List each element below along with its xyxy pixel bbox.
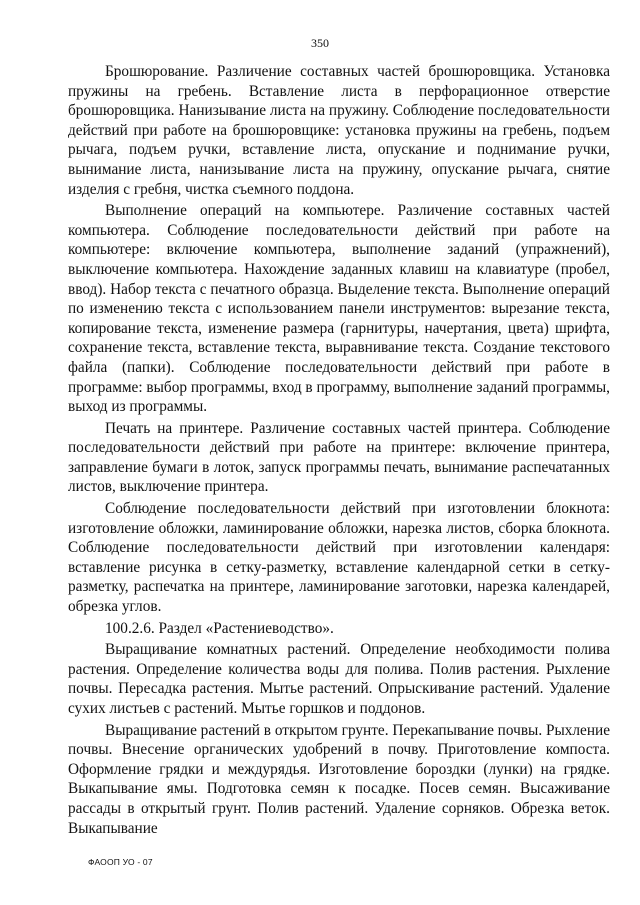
- paragraph-notebook-calendar: Соблюдение последовательности действий при изготовлении блокнота: изготовление обложки, ламинирование обложки, нарезка листов, сборка блокнота. Соблюдение последовательности действий при изготовлении календаря: вставление рисунка в сетку-разметку, вставление календарной сетки в сетку-разметку, распечатка на принтере, ламинирование заготовки, нарезка календарей, обрезка углов.: [68, 500, 610, 616]
- page-number: 350: [311, 36, 329, 50]
- paragraph-open-ground: Выращивание растений в открытом грунте. Перекапывание почвы. Рыхление почвы. Внесение органических удобрений в почву. Приготовление компоста. Оформление грядки и междурядья. Изготовление бороздки (лунки) на грядке. Выкапывание ямы. Подготовка семян к посадке. Посев семян. Высаживание рассады в открытый грунт. Полив растений. Удаление сорняков. Обрезка веток. Выкапывание: [68, 721, 610, 837]
- section-heading-plant-growing: 100.2.6. Раздел «Растениеводство».: [105, 619, 334, 637]
- paragraph-brochuring: Брошюрование. Различение составных частей брошюровщика. Установка пружины на гребень. Вставление листа в перфорационное отверстие брошюровщика. Нанизывание листа на пружину. Соблюдение последовательности действий при работе на брошюровщике: установка пружины на гребень, подъем рычага, подъем ручки, вставление листа, опускание и поднимание ручки, вынимание листа, нанизывание листа на пружину, опускание рычага, снятие изделия с гребня, чистка съемного поддона.: [68, 63, 610, 198]
- paragraph-printer: Печать на принтере. Различение составных частей принтера. Соблюдение последовательности действий при работе на принтере: включение принтера, заправление бумаги в лоток, запуск программы печать, вынимание распечатанных листов, выключение принтера.: [68, 419, 610, 496]
- footer-document-code: ФАООП УО - 07: [88, 857, 153, 867]
- document-body: [68, 62, 610, 838]
- paragraph-computer-operations: Выполнение операций на компьютере. Различение составных частей компьютера. Соблюдение последовательности действий при работе на компьютере: включение компьютера, выполнение заданий (упражнений), выключение компьютера. Нахождение заданных клавиш на клавиатуре (пробел, ввод). Набор текста с печатного образца. Выделение текста. Выполнение операций по изменению текста с использованием панели инструментов: вырезание текста, копирование текста, изменение размера (гарнитуры, начертания, цвета) шрифта, сохранение текста, вставление текста, выравнивание текста. Создание текстового файла (папки). Соблюдение последовательности действий при работе в программе: выбор программы, вход в программу, выполнение заданий программы, выход из программы.: [68, 202, 610, 416]
- paragraph-indoor-plants: Выращивание комнатных растений. Определение необходимости полива растения. Определение количества воды для полива. Полив растения. Рыхление почвы. Пересадка растения. Мытье растений. Опрыскивание растений. Удаление сухих листьев с растений. Мытье горшков и поддонов.: [68, 641, 610, 717]
